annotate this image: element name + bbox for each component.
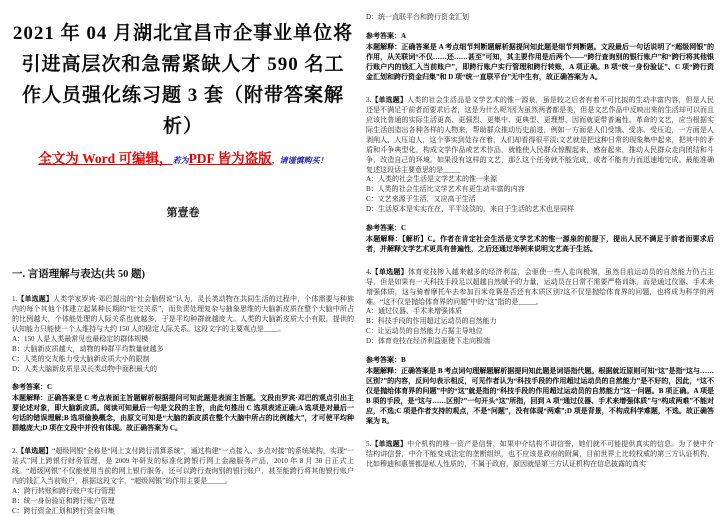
question-2-option-a: A：跨行转账和跨行账户实行管理 — [12, 487, 354, 497]
right-column — [366, 0, 714, 469]
question-3-answer: 参考答案：C — [366, 223, 714, 233]
question-1-stem: 人类学家罗宾·邓巴提出的“社会脑假说”认为，灵长类动物在共同生活的过程中，个体需要与种族内的每个其他个体建立起某种长期的“社交关系”，而负责处理复杂与抽象思维的大脑新皮质在整个大脑中所占的比例越大，个体能处理的人际关系也就越多，于是平均种群就越庞大。人类的大脑新皮质大小有限，提供的认知能力只能使一个人维持与大约 150 人的稳定人际关系。这段文字的主要观点是____。 — [12, 295, 354, 333]
question-3-option-d: D：生活原本是实实在在、平平淡淡的，来自于生活的艺术也是同样 — [366, 205, 714, 215]
question-2-stem: “超级网银”全称是“网上支付跨行清算系统”，通过构建“一点接入、多点对接”的系统架构，实现“一站式”网上跨银行财务管理，是 2009 年研发的标准化跨银行网上金融服务产品，2010 年 8 月 30 日正式上线。“超级网银”不仅能使用当前的网上银行服务，还可以跨行查询别的银行账户，甚至能跨行将其他银行账户内的钱汇入当前账户，根据这段文字，“超级网银”的作用主要是_____。 — [12, 447, 354, 485]
question-4-explanation: 本题解释：正确答案是 B 考点词句理解题解析据提问知此题是词语指代题。根据就近原则可知“这”是指“这与……区别?”的内容，反问句表示相反，可见作者认为“科技手段的作用超过运动员的自然能力”是不好的，因此，“这不仅是抛给体育界的问题”中的“这”就是指的“科技手段的作用超过运动员的自然能力”这一问题。B 项正确。A 项是 B 项的手段，是“这与……区别?”一句开头“这”所指，回到 A 项“通过仪器、手术来增强体质”与“构成两难”不能对应，不选;C 项是作者支持的观点，不是“问题”，没有体现“两难”;D 项是背景，不构成科学难题，不选。故正确答案为 B。 — [366, 366, 714, 426]
question-5-number: 5. — [366, 440, 371, 448]
question-2-text — [12, 446, 354, 486]
question-1-option-d: D：人类大脑新皮质是灵长类动物中面积最大的 — [12, 365, 354, 375]
question-4-option-c: C：让运动员的自然能力占据主导地位 — [366, 327, 714, 337]
question-2-option-c: C：跨行资金汇划和跨行资金归集 — [12, 507, 354, 516]
question-block-4 — [366, 267, 714, 426]
notice-warning-suffix: ，请谨慎购买！ — [272, 156, 328, 165]
notice-pdf-pirated: PDF 皆为盗版 — [189, 151, 272, 166]
question-2-option-b: B：统一身份验证和跨行账户管理 — [12, 497, 354, 507]
question-1-option-b: B：大脑新皮质越大，动物的种群平均数量就越多 — [12, 345, 354, 355]
question-1-option-a: A：150 人是人类最常见也最稳定的群体规模 — [12, 335, 354, 345]
question-5-type: 【单选题】 — [371, 440, 407, 448]
question-2-answer: 参考答案：A — [366, 31, 714, 41]
question-5-stem: 中介机构的唯一资产是信誉，如果中介结构不讲信誉，她们就不可能提供真实的信息。为了使中介结构讲信誉，中介不能变成法定的垄断组织，也不应该是政府的附属，目前世界上比较权威的第三方认证机构，比如穆迪和惠誉都是私人性质的，不属于政府，原因就是第三方认证机构在信息披露的真实 — [366, 440, 714, 468]
question-4-stem: 体育竞技掺入越来越多的经济利益，会驱使一些人走向极端，虽然目前运动员的自然能力仍占主导，但是如果有一天科技手段足以超越自然赋予的力量，运动员在日常不需要严格训练，而是通过仪器、手术来增强体质，这与骑着摩托车去参加百米竞赛是否还有本质区别?这不仅是抛给体育界的问题，也将成为科学的两难。“这不仅是抛给体育界的问题”中的“这”指的是_____。 — [366, 268, 714, 306]
question-4-answer: 参考答案：B — [366, 355, 714, 365]
left-column — [12, 0, 354, 516]
question-4-number: 4. — [366, 268, 371, 276]
question-2-number: 2. — [12, 447, 17, 455]
question-2-type: 【单选题】 — [17, 447, 52, 455]
question-2-option-d: D：统一直联平台和跨行资金汇划 — [366, 13, 714, 23]
question-3-option-c: C：文艺来源于生活，又应高于生活 — [366, 195, 714, 205]
question-block-3 — [366, 95, 714, 254]
question-3-option-b: B：人类的社会生活比文学艺术有更生动丰富的内容 — [366, 185, 714, 195]
edit-notice-line — [12, 147, 354, 168]
question-4-option-a: A：通过仪器、手术来增强体质 — [366, 307, 714, 317]
question-4-option-b: B：科技手段的作用超过运动员的自然能力 — [366, 317, 714, 327]
question-block-2 — [12, 446, 354, 516]
question-1-type: 【单选题】 — [17, 295, 53, 303]
question-3-type: 【单选题】 — [371, 96, 407, 104]
question-1-number: 1. — [12, 295, 17, 303]
question-2-explanation: 本题解释：正确答案是 A 考点细节判断题解析据提问知此题是细节判断题。文段最后一句话说明了“超级网银”的作用，从关联词“不仅……还……甚至”可知，其主要作用是后两个——“跨行查询别的银行账户”和“跨行将其他银行账户内的钱汇入当前账户”，即跨行账户实行管理和跨行转账，A 项正确。B 项“统一身份验证”、C 项“跨行资金汇划和跨行资金归集”和 D 项“统一直联平台”无中生有，故正确答案为 A。 — [366, 42, 714, 82]
document-title: 2021 年 04 月湖北宜昌市企事业单位将引进高层次和急需紧缺人才 590 名工作人员强化练习题 3 套（附带答案解析） — [12, 18, 354, 142]
question-1-option-c: C：人类的交友能力受大脑新皮质大小的限制 — [12, 355, 354, 365]
volume-heading: 第壹卷 — [12, 204, 354, 220]
question-4-type: 【单选题】 — [371, 268, 408, 276]
notice-if-prefix: 若为 — [173, 156, 189, 165]
question-4-option-d: D：体育竞技在经济利益驱使下走向极端 — [366, 337, 714, 347]
question-1-explanation: 本题解释：正确答案是 C 考点表面主旨题解析根据提问可知此题是表面主旨题。文段由罗宾·邓巴的观点引出主要论述对象，即大脑新皮质。阅读可知最后一句是文段的主旨，由此句推出 C 选项表述正确;A 选项是对最后一句话的错误理解;B 选项偷换概念，由原文可知是“大脑的新皮质在整个大脑中所占的比例越大”，才可使平均种群越庞大;D 项在文段中并没有体现。故正确答案为 C。 — [12, 393, 354, 433]
section-heading: 一. 言语理解与表达(共 50 题) — [12, 266, 354, 281]
question-4-text — [366, 267, 714, 307]
question-1-text — [12, 294, 354, 334]
question-3-option-a: A：人类的社会生活是文学艺术的惟一来源 — [366, 175, 714, 185]
question-block-2-continued — [366, 13, 714, 82]
question-3-text — [366, 95, 714, 175]
question-5-text — [366, 439, 714, 469]
question-block-5 — [366, 439, 714, 469]
question-block-1 — [12, 294, 354, 433]
question-3-explanation: 本题解释：【解析】C。作者在肯定社会生活是文学艺术的惟一源泉的前提下，提出人民不满足于前者而要求后者，并解释文学艺术更具有普遍性，之后还通过举例来说明文艺高于生活。 — [366, 234, 714, 254]
question-3-stem: 人类的社会生活品是文学艺术的惟一源泉，虽是较之后者有着不可比拟的生动丰富内容，但是人民还是不满足于前者而要求后者，这是为什么呢?因为虽然两者都是美，但是文艺作品中反映出来的生活却可以而且应该比普通的实际生活更高、更强烈、更集中、更典型、更理想，因而就更带普遍性。革命的文艺，应当根据实际生活创造出各种各样的人物来，帮助群众推动历史前进，例如一方面是人们受饿、受冻、受压迫，一方面是人剥削人、人压迫人，这个事实到处存在着，人们却看得很平淡:文艺就是把这种日常的现象集中起来，把其中的矛盾和斗争典型化，构成文学作品或艺术作品，就能使人民群众惊醒起来，感奋起来，推动人民群众走向团结和斗争，改造自己的环境。如果没有这样的文艺，那么这个任务就不能完成，或者不能有力而迅速地完成。最能准确复述这段话主要意思的是_____ — [366, 96, 714, 174]
notice-word-editable: 全文为 Word 可编辑， — [38, 151, 172, 166]
question-3-number: 3. — [366, 96, 371, 104]
question-1-answer: 参考答案：C — [12, 382, 354, 392]
